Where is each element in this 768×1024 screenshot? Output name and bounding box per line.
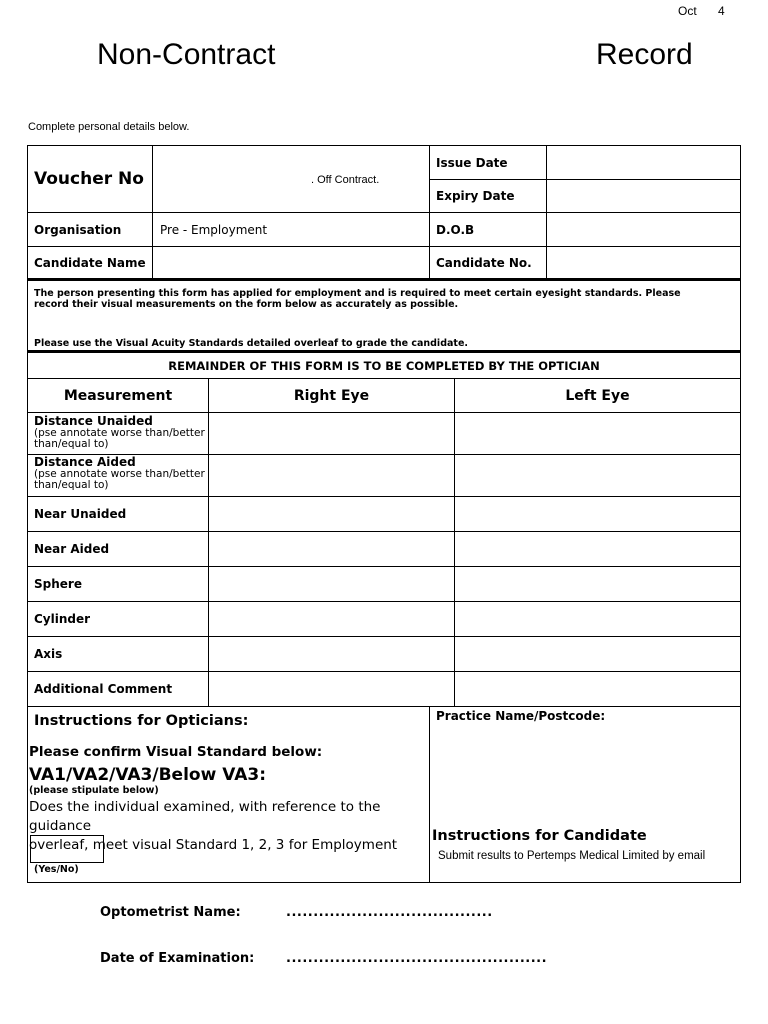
date-of-examination-label: Date of Examination:: [100, 951, 255, 966]
organisation-value[interactable]: Pre - Employment: [160, 222, 268, 237]
optometrist-name-field[interactable]: ......................................: [286, 905, 493, 920]
confirm-standard: Please confirm Visual Standard below:: [29, 744, 323, 760]
candidate-no-field[interactable]: [547, 247, 740, 278]
candidate-name-field[interactable]: [153, 247, 429, 278]
notice-grading: Please use the Visual Acuity Standards detailed overleaf to grade the candidate.: [34, 338, 468, 349]
date-month: Oct: [678, 4, 697, 18]
right-eye-distance-unaided[interactable]: [209, 413, 454, 454]
question-line-1: Does the individual examined, with reference to the guidance: [29, 799, 381, 834]
dob-label: D.O.B: [436, 222, 475, 237]
row-cylinder: Cylinder: [34, 612, 91, 626]
right-eye-axis[interactable]: [209, 637, 454, 671]
row-additional-comment: Additional Comment: [34, 682, 173, 696]
practice-name-field[interactable]: [436, 726, 736, 822]
row-label: Distance Aided: [34, 455, 136, 469]
va-standards: VA1/VA2/VA3/Below VA3:: [29, 765, 266, 785]
expiry-date-label: Expiry Date: [436, 189, 515, 203]
row-distance-unaided: [34, 414, 206, 450]
col-right-eye: Right Eye: [293, 387, 370, 404]
row-near-aided: Near Aided: [34, 542, 110, 556]
yes-no-input-box[interactable]: [30, 835, 104, 863]
issue-date-field[interactable]: [547, 146, 740, 179]
dob-field[interactable]: [547, 213, 740, 246]
right-eye-additional-comment[interactable]: [209, 672, 454, 706]
right-eye-sphere[interactable]: [209, 567, 454, 601]
left-eye-cylinder[interactable]: [455, 602, 740, 636]
row-note: (pse annotate worse than/better than/equal to): [34, 427, 205, 450]
col-measurement: Measurement: [63, 387, 173, 404]
question-line-2: overleaf, meet visual Standard 1, 2, 3 for Employment: [29, 837, 398, 853]
practice-name-label: Practice Name/Postcode:: [436, 709, 606, 723]
voucher-no-value[interactable]: . Off Contract.: [311, 174, 380, 186]
right-eye-near-aided[interactable]: [209, 532, 454, 566]
yes-no-label: (Yes/No): [34, 864, 79, 875]
optician-banner: REMAINDER OF THIS FORM IS TO BE COMPLETED BY THE OPTICIAN: [168, 358, 600, 373]
right-eye-distance-aided[interactable]: [209, 455, 454, 496]
candidate-instructions-heading: Instructions for Candidate: [432, 828, 647, 844]
stipulate-note: (please stipulate below): [29, 785, 159, 796]
row-note: (pse annotate worse than/better than/equal to): [34, 468, 205, 491]
title-left: Non-Contract: [97, 38, 276, 71]
row-axis: Axis: [34, 647, 63, 661]
issue-date-label: Issue Date: [436, 155, 508, 170]
voucher-no-label: Voucher No: [34, 169, 144, 189]
row-near-unaided: Near Unaided: [34, 507, 127, 521]
left-eye-near-unaided[interactable]: [455, 497, 740, 531]
candidate-name-label: Candidate Name: [34, 255, 146, 270]
left-eye-sphere[interactable]: [455, 567, 740, 601]
expiry-date-field[interactable]: [547, 180, 740, 212]
row-sphere: Sphere: [34, 577, 82, 591]
opticians-heading: Instructions for Opticians:: [34, 713, 249, 729]
row-distance-aided: [34, 455, 206, 491]
left-eye-axis[interactable]: [455, 637, 740, 671]
left-eye-additional-comment[interactable]: [455, 672, 740, 706]
candidate-instructions-text: Submit results to Pertemps Medical Limited by email: [438, 850, 706, 862]
right-eye-cylinder[interactable]: [209, 602, 454, 636]
date-of-examination-field[interactable]: ................................................: [286, 951, 548, 966]
left-eye-distance-aided[interactable]: [455, 455, 740, 496]
right-eye-near-unaided[interactable]: [209, 497, 454, 531]
title-right: Record: [596, 38, 693, 71]
row-label: Distance Unaided: [34, 414, 153, 428]
col-left-eye: Left Eye: [565, 387, 630, 404]
date-day: 4: [718, 4, 725, 18]
candidate-no-label: Candidate No.: [436, 255, 532, 270]
subtitle: Complete personal details below.: [28, 121, 190, 133]
left-eye-distance-unaided[interactable]: [455, 413, 740, 454]
optometrist-name-label: Optometrist Name:: [100, 905, 241, 920]
organisation-label: Organisation: [34, 222, 122, 237]
left-eye-near-aided[interactable]: [455, 532, 740, 566]
notice-paragraph: The person presenting this form has applied for employment and is required to meet certain eyesight standards. Please record their visual measurements on the form below as accurately as possible.: [34, 288, 681, 310]
